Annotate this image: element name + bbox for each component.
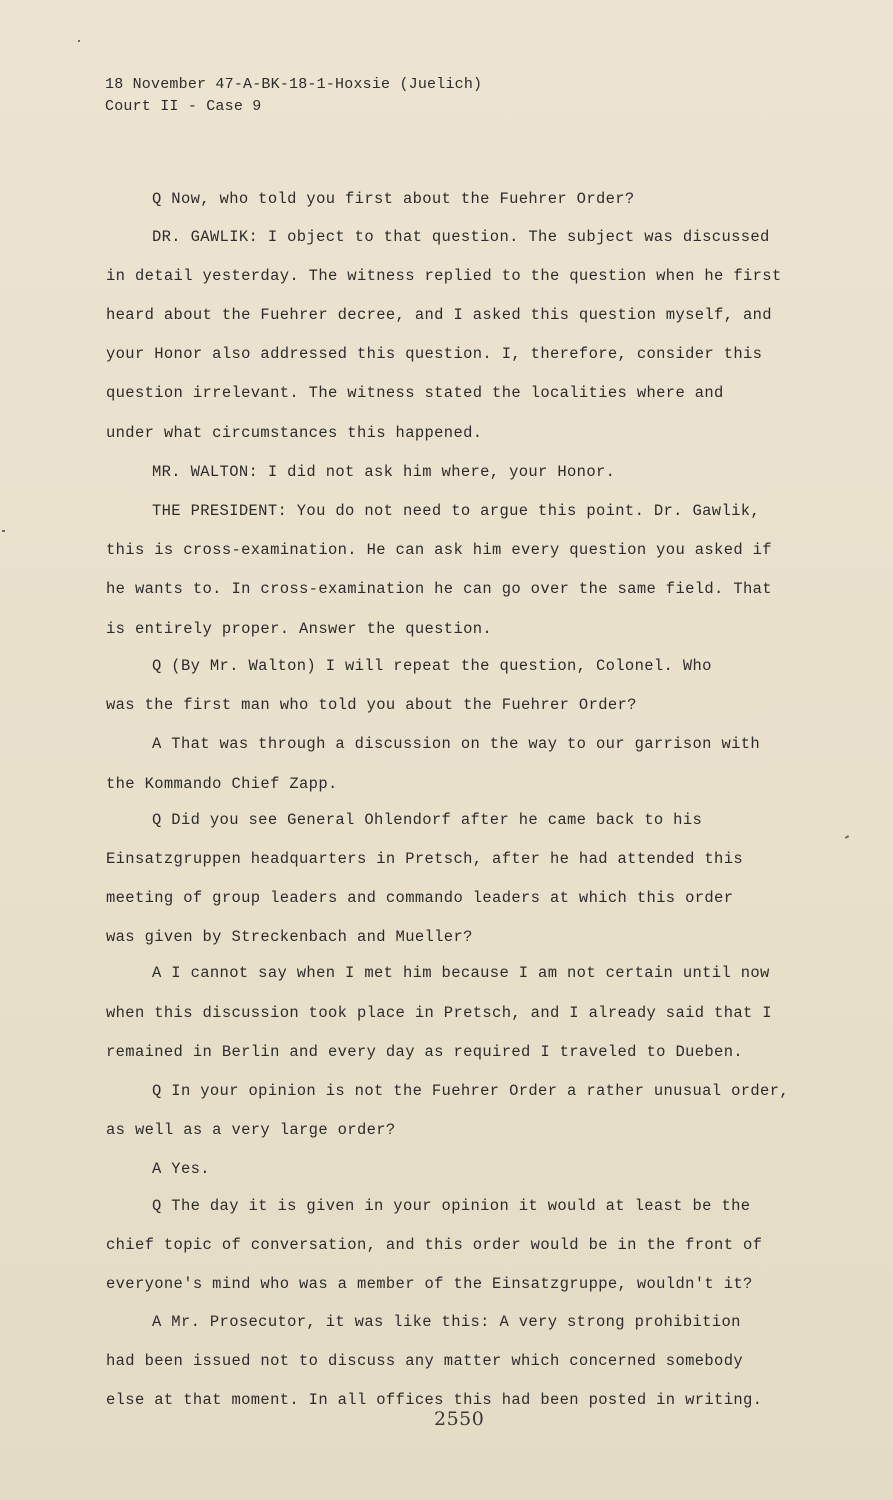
- header-court-line: Court II - Case 9: [105, 98, 262, 115]
- text-line: Q Now, who told you first about the Fuehrer Order?: [152, 190, 635, 208]
- text-line: in detail yesterday. The witness replied to the question when he first: [106, 267, 782, 285]
- text-line: THE PRESIDENT: You do not need to argue this point. Dr. Gawlik,: [152, 502, 761, 520]
- text-line: had been issued not to discuss any matter which concerned somebody: [106, 1352, 743, 1370]
- text-line: MR. WALTON: I did not ask him where, your Honor.: [152, 463, 616, 481]
- text-line: A Yes.: [152, 1160, 210, 1178]
- text-line: Q The day it is given in your opinion it would at least be the: [152, 1197, 751, 1215]
- margin-speck: [78, 40, 80, 42]
- text-line: remained in Berlin and every day as required I traveled to Dueben.: [106, 1043, 743, 1061]
- text-line: else at that moment. In all offices this had been posted in writing.: [106, 1391, 763, 1409]
- text-line: chief topic of conversation, and this order would be in the front of: [106, 1236, 763, 1254]
- text-line: Q Did you see General Ohlendorf after he came back to his: [152, 811, 703, 829]
- text-line: under what circumstances this happened.: [106, 424, 483, 442]
- text-line: everyone's mind who was a member of the Einsatzgruppe, wouldn't it?: [106, 1275, 753, 1293]
- text-line: was the first man who told you about the Fuehrer Order?: [106, 696, 637, 714]
- text-line: is entirely proper. Answer the question.: [106, 620, 493, 638]
- text-line: DR. GAWLIK: I object to that question. The subject was discussed: [152, 228, 770, 246]
- text-line: Q (By Mr. Walton) I will repeat the question, Colonel. Who: [152, 657, 712, 675]
- text-line: Q In your opinion is not the Fuehrer Order a rather unusual order,: [152, 1082, 789, 1100]
- margin-speck: [2, 530, 5, 532]
- header-session-line: 18 November 47-A-BK-18-1-Hoxsie (Juelich): [105, 76, 483, 93]
- text-line: Einsatzgruppen headquarters in Pretsch, after he had attended this: [106, 850, 743, 868]
- page-number: 2550: [434, 1408, 485, 1430]
- text-line: meeting of group leaders and commando leaders at which this order: [106, 889, 734, 907]
- text-line: was given by Streckenbach and Mueller?: [106, 928, 473, 946]
- text-line: your Honor also addressed this question. I, therefore, consider this: [106, 345, 763, 363]
- text-line: he wants to. In cross-examination he can go over the same field. That: [106, 580, 772, 598]
- margin-speck: [845, 835, 849, 839]
- text-line: question irrelevant. The witness stated the localities where and: [106, 384, 724, 402]
- text-line: A That was through a discussion on the way to our garrison with: [152, 735, 761, 753]
- page-header: [105, 74, 482, 118]
- text-line: A Mr. Prosecutor, it was like this: A very strong prohibition: [152, 1313, 741, 1331]
- text-line: when this discussion took place in Pretsch, and I already said that I: [106, 1004, 772, 1022]
- text-line: the Kommando Chief Zapp.: [106, 775, 338, 793]
- text-line: this is cross-examination. He can ask him every question you asked if: [106, 541, 772, 559]
- text-line: as well as a very large order?: [106, 1121, 396, 1139]
- text-line: heard about the Fuehrer decree, and I asked this question myself, and: [106, 306, 772, 324]
- text-line: A I cannot say when I met him because I am not certain until now: [152, 964, 770, 982]
